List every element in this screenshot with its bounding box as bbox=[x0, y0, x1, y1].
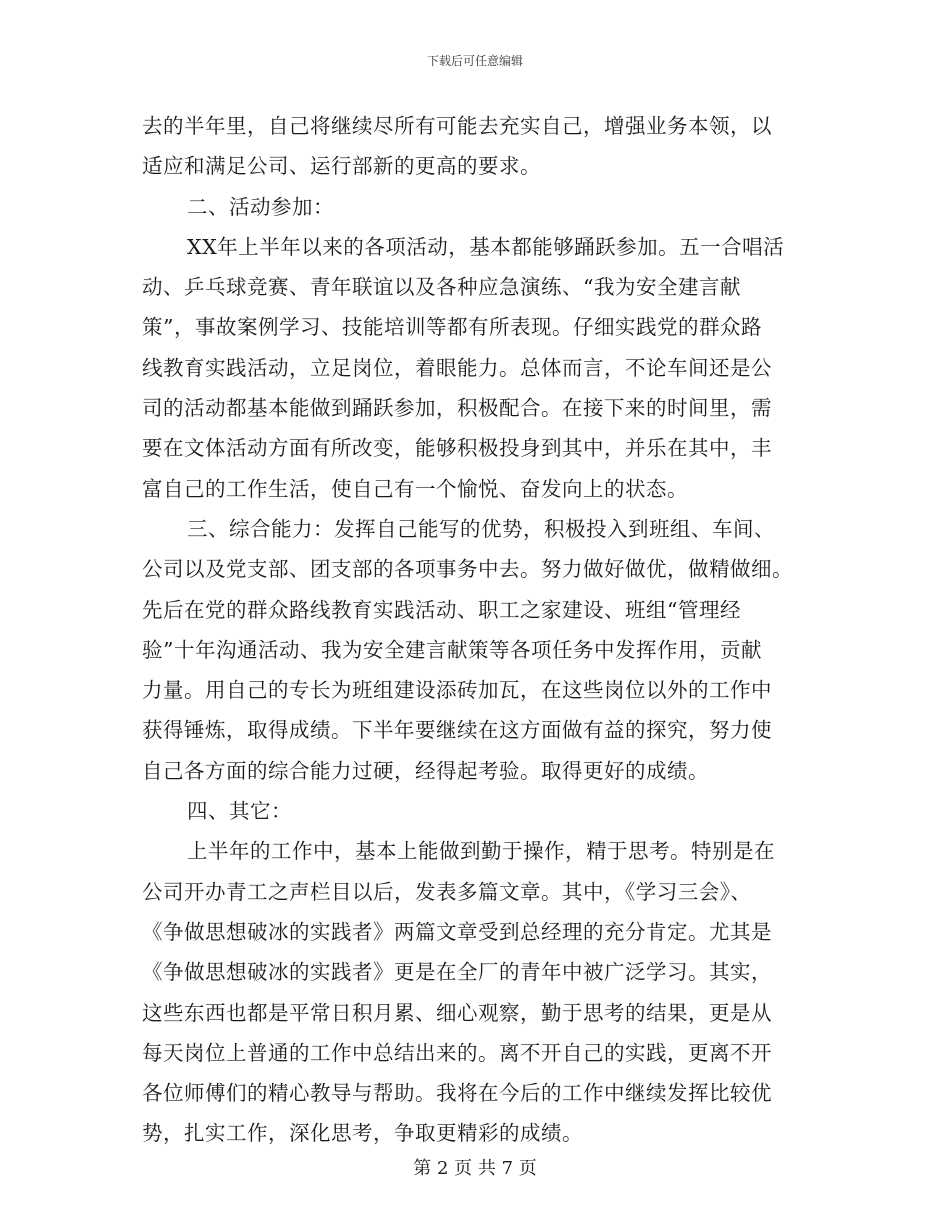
text-line: 要在文体活动方面有所改变，能够积极投身到其中，并乐在其中，丰 bbox=[142, 436, 772, 461]
text-line: XX年上半年以来的各项活动，基本都能够踊跃参加。五一合唱活 bbox=[187, 234, 785, 259]
text-line: 去的半年里，自己将继续尽所有可能去充实自己，增强业务本领，以 bbox=[142, 114, 772, 138]
text-line: 先后在党的群众路线教育实践活动、职工之家建设、班组“管理经 bbox=[142, 597, 741, 622]
page-number: 第 2 页 共 7 页 bbox=[413, 1158, 537, 1179]
text-line: 势，扎实工作，深化思考，争取更精彩的成绩。 bbox=[142, 1121, 583, 1146]
text-line: 每天岗位上普通的工作中总结出来的。离不开自己的实践，更离不开 bbox=[142, 1040, 772, 1065]
text-line: 获得锤炼，取得成绩。下半年要继续在这方面做有益的探究，努力使 bbox=[142, 718, 772, 743]
text-line: 力量。用自己的专长为班组建设添砖加瓦，在这些岗位以外的工作中 bbox=[142, 678, 772, 703]
text-line: 适应和满足公司、运行部新的更高的要求。 bbox=[142, 154, 541, 179]
text-line: 《争做思想破冰的实践者》两篇文章受到总经理的充分肯定。尤其是 bbox=[142, 919, 772, 944]
text-line: 自己各方面的综合能力过硬，经得起考验。取得更好的成绩。 bbox=[142, 758, 709, 783]
text-line: 司的活动都基本能做到踊跃参加，积极配合。在接下来的时间里，需 bbox=[142, 396, 772, 421]
text-line: 这些东西也都是平常日积月累、细心观察，勤于思考的结果，更是从 bbox=[142, 1000, 772, 1025]
page-header: 下载后可任意编辑 bbox=[426, 54, 523, 68]
text-line: 动、乒乓球竞赛、青年联谊以及各种应急演练、“我为安全建言献 bbox=[142, 275, 741, 300]
text-line: 富自己的工作生活，使自己有一个愉悦、奋发向上的状态。 bbox=[142, 476, 688, 501]
text-line: 《争做思想破冰的实践者》更是在全厂的青年中被广泛学习。其实， bbox=[142, 960, 772, 985]
section-heading: 二、活动参加： bbox=[187, 194, 334, 219]
section-heading: 三、综合能力：发挥自己能写的优势，积极投入到班组、车间、 bbox=[187, 516, 775, 541]
text-line: 各位师傅们的精心教导与帮助。我将在今后的工作中继续发挥比较优 bbox=[142, 1081, 772, 1106]
document-body bbox=[142, 106, 818, 1154]
text-line: 公司开办青工之声栏目以后，发表多篇文章。其中，《学习三会》、 bbox=[142, 879, 752, 904]
text-line: 公司以及党支部、团支部的各项事务中去。努力做好做优，做精做细。 bbox=[142, 557, 793, 582]
text-line: 策”，事故案例学习、技能培训等都有所表现。仔细实践党的群众路 bbox=[142, 315, 762, 340]
section-heading: 四、其它： bbox=[187, 799, 292, 824]
text-line: 验”十年沟通活动、我为安全建言献策等各项任务中发挥作用，贡献 bbox=[142, 637, 762, 662]
text-line: 上半年的工作中，基本上能做到勤于操作，精于思考。特别是在 bbox=[187, 839, 775, 864]
text-line: 线教育实践活动，立足岗位，着眼能力。总体而言，不论车间还是公 bbox=[142, 355, 772, 380]
